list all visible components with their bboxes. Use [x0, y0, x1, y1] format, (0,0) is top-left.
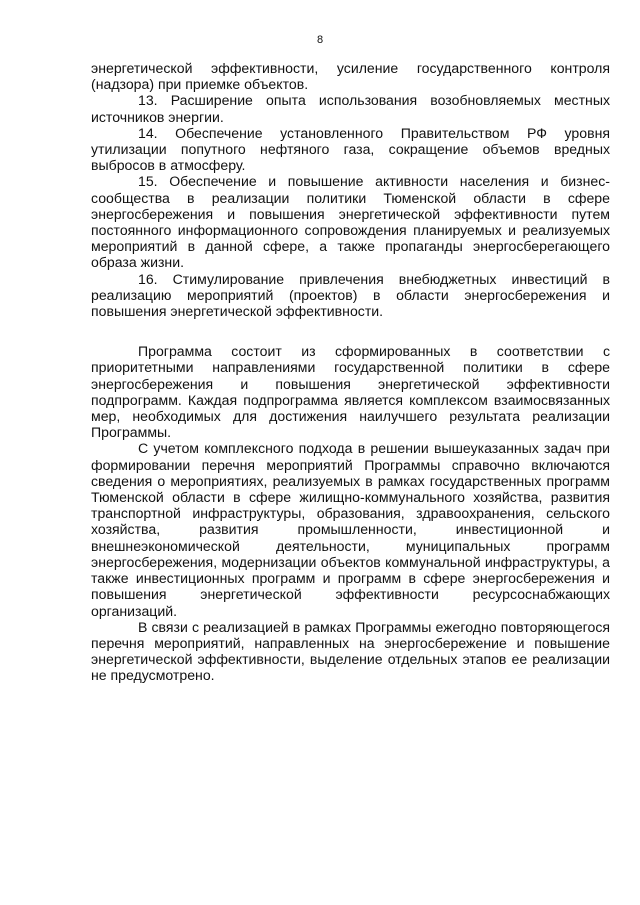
paragraph-item-13: 13. Расширение опыта использования возобновляемых местных источников энергии.: [91, 92, 610, 125]
paragraph-measures-list: С учетом комплексного подхода в решении вышеуказанных задач при формировании перечня мероприятий Программы справочно включаются сведения о мероприятиях, реализуемых в рамках государственных программ Тюменской области в сфере жилищно-коммунального хозяйства, развития транспортной инфраструктуры, образования, здравоохранения, сельского хозяйства, развития промышленности, инвестиционной и внешнеэкономической деятельности, муниципальных программ энергосбережения, модернизации объектов коммунальной инфраструктуры, а также инвестиционных программ и программ в сфере энергосбережения и повышения энергетической эффективности ресурсоснабжающих организаций.: [91, 440, 610, 619]
paragraph-program-structure: Программа состоит из сформированных в соответствии с приоритетными направлениями государственной политики в сфере энергосбережения и повышения энергетической эффективности подпрограмм. Каждая подпрограмма является комплексом взаимосвязанных мер, необходимых для достижения наилучшего результата реализации Программы.: [91, 343, 610, 441]
paragraph-item-15: 15. Обеспечение и повышение активности населения и бизнес-сообщества в реализации политики Тюменской области в сфере энергосбережения и повышения энергетической эффективности путем постоянного информационного сопровождения планируемых и реализуемых мероприятий в данной сфере, а также пропаганды энергосберегающего образа жизни.: [91, 173, 610, 271]
paragraph-implementation-stages: В связи с реализацией в рамках Программы ежегодно повторяющегося перечня мероприятий, направленных на энергосбережение и повышение энергетической эффективности, выделение отдельных этапов ее реализации не предусмотрено.: [91, 618, 610, 684]
page-number: 8: [316, 34, 324, 46]
paragraph-continuation: энергетической эффективности, усиление государственного контроля (надзора) при приемке объектов.: [91, 60, 610, 93]
paragraph-item-16: 16. Стимулирование привлечения внебюджетных инвестиций в реализацию мероприятий (проектов) в области энергосбережения и повышения энергетической эффективности.: [91, 270, 610, 320]
paragraph-item-14: 14. Обеспечение установленного Правительством РФ уровня утилизации попутного нефтяного газа, сокращение объемов вредных выбросов в атмосферу.: [91, 124, 610, 174]
document-body: [91, 60, 610, 684]
